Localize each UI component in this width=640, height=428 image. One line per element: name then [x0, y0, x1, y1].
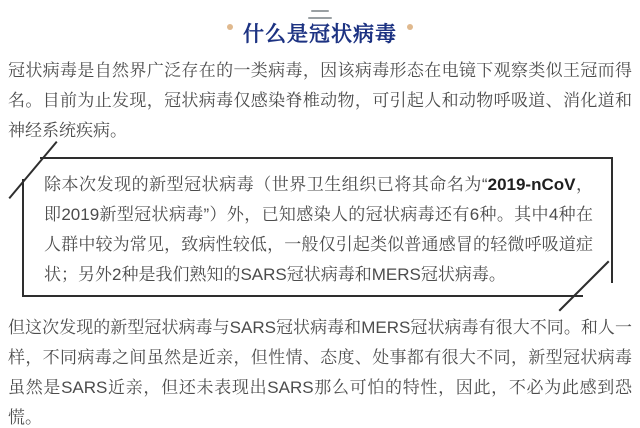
left-dot-icon: [227, 24, 233, 30]
virus-name-bold: 2019-nCoV: [487, 175, 576, 194]
callout-text: [44, 170, 593, 290]
callout-text-before: 除本次发现的新型冠状病毒（世界卫生组织已将其命名为“: [44, 175, 488, 194]
callout-box: [22, 157, 613, 297]
intro-paragraph: 冠状病毒是自然界广泛存在的一类病毒，因该病毒形态在电镜下观察类似王冠而得名。目前为止发现，冠状病毒仅感染脊椎动物，可引起人和动物呼吸道、消化道和神经系统疾病。: [8, 61, 632, 140]
double-dash-icon: [307, 10, 333, 19]
page-title: 什么是冠状病毒: [243, 23, 397, 46]
closing-paragraph: 但这次发现的新型冠状病毒与SARS冠状病毒和MERS冠状病毒有很大不同。和人一样，不同病毒之间虽然是近亲，但性情、态度、处事都有很大不同，新型冠状病毒虽然是SARS近亲，但还未表现出SARS那么可怕的特性，因此，不必为此感到恐慌。: [8, 318, 632, 427]
box-border-left: [22, 179, 24, 297]
box-border-bottom: [22, 295, 583, 297]
box-border-right: [611, 157, 613, 283]
callout-text-after: ，即2019新型冠状病毒”）外，已知感染人的冠状病毒还有6种。其中4种在人群中较为常见，致病性较低，一般仅引起类似普通感冒的轻微呼吸道症状；另外2种是我们熟知的SARS冠状病毒和MERS冠状病毒。: [44, 175, 594, 284]
title-row: [8, 21, 632, 49]
article-header: [8, 10, 632, 49]
box-border-top: [40, 157, 613, 159]
right-dot-icon: [407, 24, 413, 30]
